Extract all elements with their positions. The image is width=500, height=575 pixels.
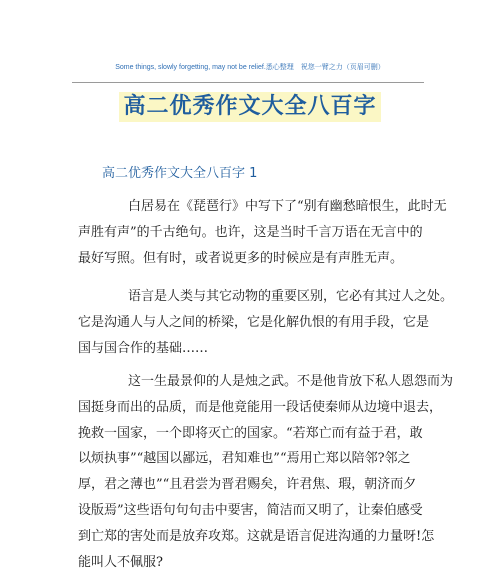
page-header-tagline: Some things, slowly forgetting, may not be relief.悉心整理 祝您一臂之力（页眉可删） bbox=[115, 64, 385, 71]
section-heading: 高二优秀作文大全八百字 1 bbox=[102, 166, 258, 181]
paragraph-line: 它是沟通人与人之间的桥梁，它是化解仇恨的有用手段，它是 bbox=[78, 314, 430, 330]
paragraph-line: 国挺身而出的品质，而是他竟能用一段话使秦师从边境中退去， bbox=[78, 399, 443, 415]
paragraph-line: 白居易在《琵琶行》中写下了“别有幽愁暗恨生，此时无 bbox=[128, 199, 447, 214]
paragraph-line: 能叫人不佩服? bbox=[78, 554, 163, 570]
paragraph-line: 声胜有声”的千古绝句。也许，这是当时千言万语在无言中的 bbox=[78, 224, 423, 240]
paragraph-line: 挽救一国家，一个即将灭亡的国家。“若郑亡而有益于君，敢 bbox=[78, 425, 423, 441]
paragraph-1 bbox=[78, 194, 447, 271]
paragraph-line: 到亡郑的害处而是放弃攻郑。这就是语言促进沟通的力量呀!怎 bbox=[78, 528, 435, 544]
paragraph-2 bbox=[78, 284, 454, 361]
paragraph-line: 设版焉”这些语句句句击中要害，简洁而又明了，让秦伯感受 bbox=[78, 502, 423, 518]
paragraph-line: 这一生最景仰的人是烛之武。不是他肯放下私人恩怨而为 bbox=[128, 374, 454, 389]
paragraph-3 bbox=[78, 369, 454, 575]
title-container bbox=[0, 92, 500, 122]
paragraph-line: 以烦执事”“越国以鄙远，君知难也”“焉用亡郑以陪邻?邻之 bbox=[78, 451, 411, 467]
paragraph-line: 最好写照。但有时，或者说更多的时候应是有声胜无声。 bbox=[78, 250, 404, 266]
header-divider bbox=[72, 82, 424, 83]
paragraph-line: 语言是人类与其它动物的重要区别，它必有其过人之处。 bbox=[128, 289, 454, 304]
paragraph-line: 国与国合作的基础…… bbox=[78, 340, 209, 356]
document-title: 高二优秀作文大全八百字 bbox=[119, 92, 380, 122]
paragraph-line: 厚，君之薄也”“且君尝为晋君赐矣，许君焦、瑕，朝济而夕 bbox=[78, 477, 417, 493]
